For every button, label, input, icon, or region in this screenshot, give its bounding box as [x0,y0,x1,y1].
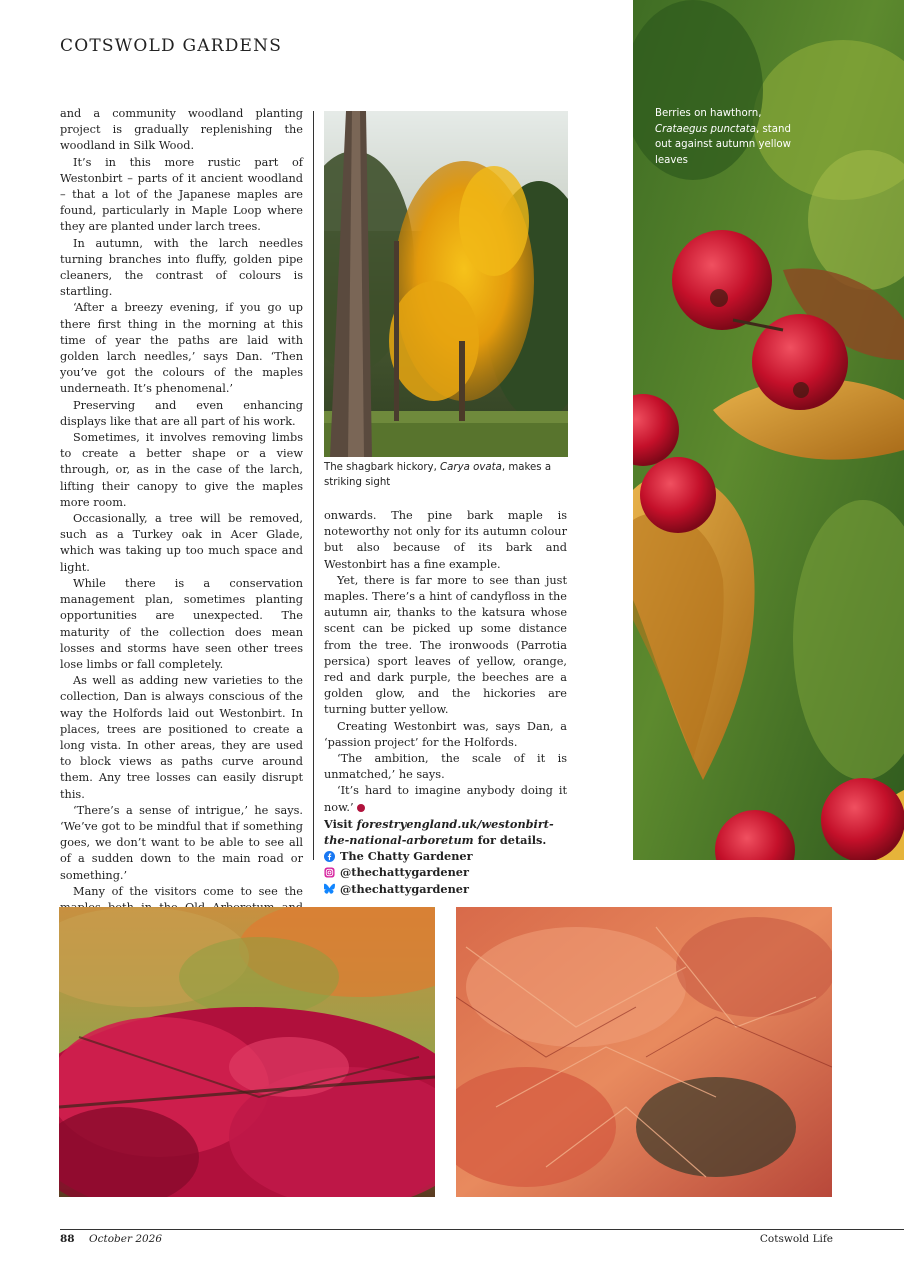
visit-link[interactable]: forestryengland.uk/westonbirt-the-national-arboretum [324,816,554,848]
paragraph: and a community woodland planting project is gradually replenishing the woodland in Silk Wood. [60,107,303,153]
section-title: COTSWOLD GARDENS [60,36,283,56]
page-number: 88 [60,1233,75,1245]
closing-text: ‘It’s hard to imagine anybody doing it now.’ [324,784,567,814]
article-column-middle [324,508,567,897]
caption-text: Berries on hawthorn, [655,108,762,119]
hawthorn-caption [655,106,795,168]
facebook-handle: The Chatty Gardener [340,849,473,864]
article-column-left [60,106,303,997]
paragraph: Yet, there is far more to see than just maples. There’s a hint of candyfloss in the autumn air, thanks to the katsura whose scent can be picked up some distance from the tree. The ironwoods (Parrotia persica) sport leaves of yellow, orange, red and dark purple, the beeches are a golden glow, and the hickories are turning butter yellow. [324,573,567,717]
paragraph: ‘After a breezy evening, if you go up there first thing in the morning at this time of year the paths are laid with golden larch needles,’ says Dan. ‘Then you’ve got the colours of the maples underneath. It’s phenomenal.’ [60,301,303,396]
hickory-caption [324,460,564,490]
visit-prefix: Visit [324,816,357,831]
paragraph: As well as adding new varieties to the collection, Dan is always conscious of the way the Holfords laid out Westonbirt. In places, trees are positioned to create a long vista. In other areas, they are used to block views as paths curve around them. Any tree losses can easily disrupt this. [60,674,303,801]
paragraph: ‘The ambition, the scale of it is unmatched,’ he says. [324,752,567,782]
issue-date: October 2026 [89,1233,163,1245]
paragraph: In autumn, with the larch needles turning branches into fluffy, golden pipe cleaners, the contrast of colours is startling. [60,236,303,299]
social-instagram[interactable] [324,864,567,880]
caption-text: The shagbark hickory, [324,462,441,473]
paragraph: Creating Westonbirt was, says Dan, a ‘passion project’ for the Holfords. [324,719,567,749]
paragraph-closing [324,783,567,815]
end-mark-icon [357,804,365,812]
paragraph: onwards. The pine bark maple is noteworthy not only for its autumn colour but also because of its bark and Westonbirt has a fine example. [324,509,567,571]
hickory-photo [324,111,568,457]
bluesky-icon [324,883,335,894]
instagram-icon [324,867,335,878]
paragraph: It’s in this more rustic part of Westonbirt – parts of it ancient woodland – that a lot of the Japanese maples are found, particularly in Maple Loop where they are planted under larch trees. [60,155,303,234]
social-facebook[interactable] [324,848,567,864]
paragraph: Many of the visitors come to see the [73,884,303,898]
caption-latin-name: Crataegus punctata [655,123,756,135]
footer-rule [60,1229,904,1230]
paragraph: Occasionally, a tree will be removed, such as a Turkey oak in Acer Glade, which was taking up too much space and light. [60,512,303,574]
japanese-maple-photo [456,907,832,1197]
paragraph: While there is a conservation management plan, sometimes planting opportunities are unexpected. The maturity of the collection does mean losses and storms have seen other trees lose limbs or fall completely. [60,576,303,671]
visit-suffix: for details. [473,833,547,848]
paragraph: Sometimes, it involves removing limbs to create a better shape or a view through, or, as in the case of the larch, lifting their canopy to give the maples more room. [60,431,303,509]
caption-text: , stand out against autumn yellow leaves [655,123,791,166]
paragraph: ‘There’s a sense of intrigue,’ he says. ‘We’ve got to be mindful that if something goes, we don’t want to be able to see all of a sudden down to the main road or something.’ [60,803,303,882]
facebook-icon [324,851,335,862]
bluesky-handle: @thechattygardener [340,881,469,896]
visit-line [324,816,567,848]
caption-latin-name: Carya ovata [440,462,502,473]
magazine-name: Cotswold Life [759,1233,833,1245]
instagram-handle: @thechattygardener [340,865,469,880]
paragraph: Preserving and even enhancing displays like that are all part of his work. [60,398,303,428]
red-foliage-photo [59,907,435,1197]
caption-text: , makes a striking sight [324,462,552,488]
column-divider [313,111,314,860]
social-bluesky[interactable] [324,881,567,897]
